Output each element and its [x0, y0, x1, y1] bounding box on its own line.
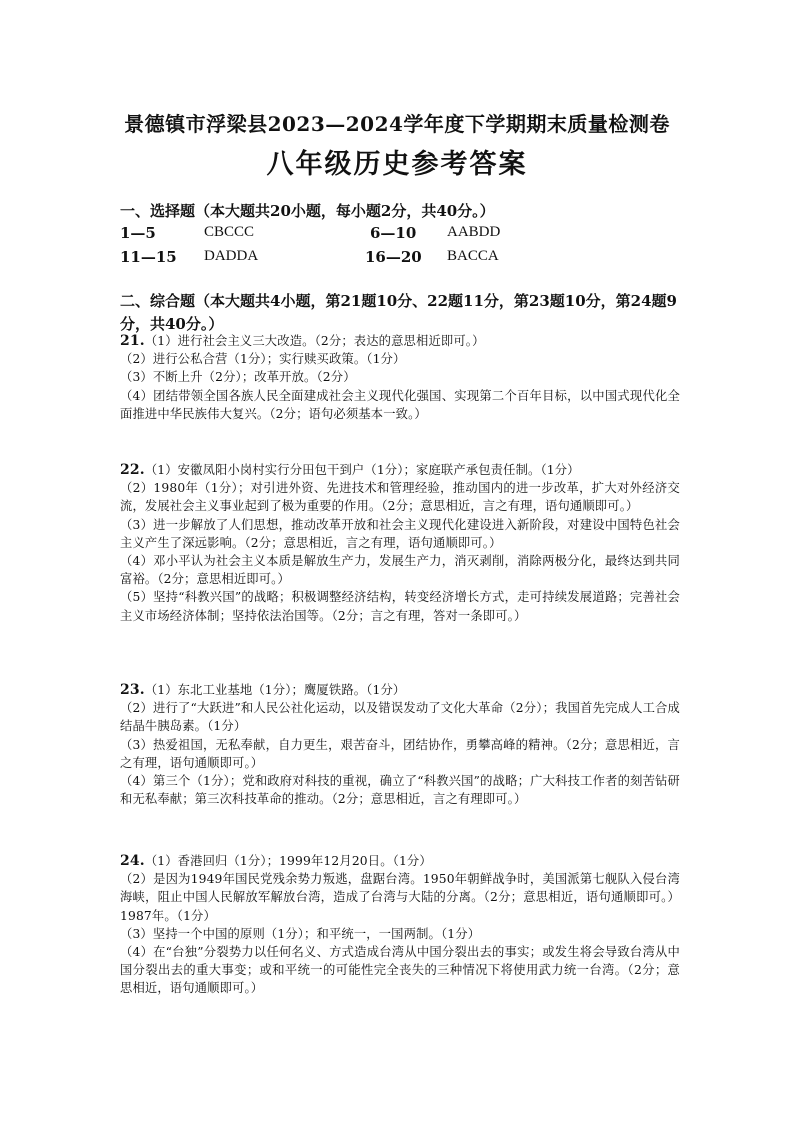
answer-range: 1—5 [120, 224, 156, 242]
answer-line: （5）坚持“科教兴国”的战略；积极调整经济结构，转变经济增长方式，走可持续发展道路；完善社会主义市场经济体制；坚持依法治国等。（2分；言之有理，答对一条即可。） [120, 590, 680, 623]
answer-line: 23.（1）东北工业基地（1分）；鹰厦铁路。（1分） [120, 682, 406, 698]
answer-line: （2）进行了“大跃进”和人民公社化运动，以及错误发动了文化大革命（2分）；我国首先完成人工合成结晶牛胰岛素。（1分） [120, 701, 680, 734]
answer-line: 21.（1）进行社会主义三大改造。（2分；表达的意思相近即可。） [120, 333, 485, 349]
answer-line: （4）邓小平认为社会主义本质是解放生产力，发展生产力，消灭剥削，消除两极分化，最终达到共同富裕。（2分；意思相近即可。） [120, 554, 680, 587]
answer-line: 22.（1）安徽凤阳小岗村实行分田包干到户（1分）；家庭联产承包责任制。（1分） [120, 462, 580, 478]
question-21-answers [120, 332, 680, 423]
answer-letters: DADDA [204, 248, 259, 264]
answer-range: 16—20 [365, 248, 422, 266]
answer-letters: BACCA [447, 248, 499, 264]
answer-letters: CBCCC [204, 224, 255, 240]
answer-line: 24.（1）香港回归（1分）；1999年12月20日。（1分） [120, 853, 432, 869]
answer-line: （2）是因为1949年国民党残余势力叛逃，盘踞台湾。1950年朝鲜战争时，美国派第七舰队入侵台湾海峡，阻止中国人民解放军解放台湾，造成了台湾与大陆的分离。（2分；意思相近，语句通顺即可。）1987年。（1分） [120, 872, 680, 923]
answer-row-1 [120, 224, 680, 248]
answer-line: （3）不断上升（2分）；改革开放。（2分） [120, 370, 356, 385]
answer-range: 11—15 [120, 248, 177, 266]
answer-row-2 [120, 248, 680, 272]
section-2-heading: 二、综合题（本大题共4小题，第21题10分、22题11分，第23题10分，第24题9分，共40分。） [120, 292, 677, 333]
answer-line: （2）1980年（1分）；对引进外资、先进技术和管理经验，推动国内的进一步改革，扩大对外经济交流，发展社会主义事业起到了极为重要的作用。（2分；意思相近，言之有理，语句通顺即可。） [120, 481, 680, 514]
question-number: 22. [120, 462, 145, 478]
answer-range: 6—10 [370, 224, 417, 242]
answer-line: （4）在“台独”分裂势力以任何名义、方式造成台湾从中国分裂出去的事实；或发生将会导致台湾从中国分裂出去的重大事变；或和平统一的可能性完全丧失的三种情况下将使用武力统一台湾。（2分；意思相近，语句通顺即可。） [120, 945, 680, 996]
answer-line: （4）第三个（1分）；党和政府对科技的重视，确立了“科教兴国”的战略；广大科技工作者的刻苦钻研和无私奉献；第三次科技革命的推动。（2分；意思相近，言之有理即可。） [120, 774, 680, 807]
question-24-answers [120, 852, 680, 998]
answer-line: （3）坚持一个中国的原则（1分）；和平统一，一国两制。（1分） [120, 926, 481, 941]
answer-line: （4）团结带领全国各族人民全面建成社会主义现代化强国、实现第二个百年目标，以中国式现代化全面推进中华民族伟大复兴。（2分；语句必须基本一致。） [120, 388, 680, 421]
question-number: 23. [120, 682, 145, 698]
section-1-heading: 一、选择题（本大题共20小题，每小题2分，共40分。） [120, 202, 495, 220]
question-number: 21. [120, 333, 145, 349]
answer-letters: AABDD [447, 224, 501, 240]
question-23-answers [120, 681, 680, 808]
answer-line: （3）热爱祖国，无私奉献，自力更生，艰苦奋斗，团结协作，勇攀高峰的精神。（2分；意思相近，言之有理，语句通顺即可。） [120, 737, 680, 770]
answer-line: （2）进行公私合营（1分）；实行赎买政策。（1分） [120, 352, 406, 367]
question-number: 24. [120, 853, 145, 869]
answer-line: （3）进一步解放了人们思想，推动改革开放和社会主义现代化建设进入新阶段，对建设中国特色社会主义产生了深远影响。（2分；意思相近，言之有理，语句通顺即可。） [120, 517, 680, 550]
exam-title: 景德镇市浮梁县2023—2024学年度下学期期末质量检测卷 [124, 112, 670, 136]
question-22-answers [120, 461, 680, 625]
answer-key-title: 八年级历史参考答案 [266, 149, 528, 180]
